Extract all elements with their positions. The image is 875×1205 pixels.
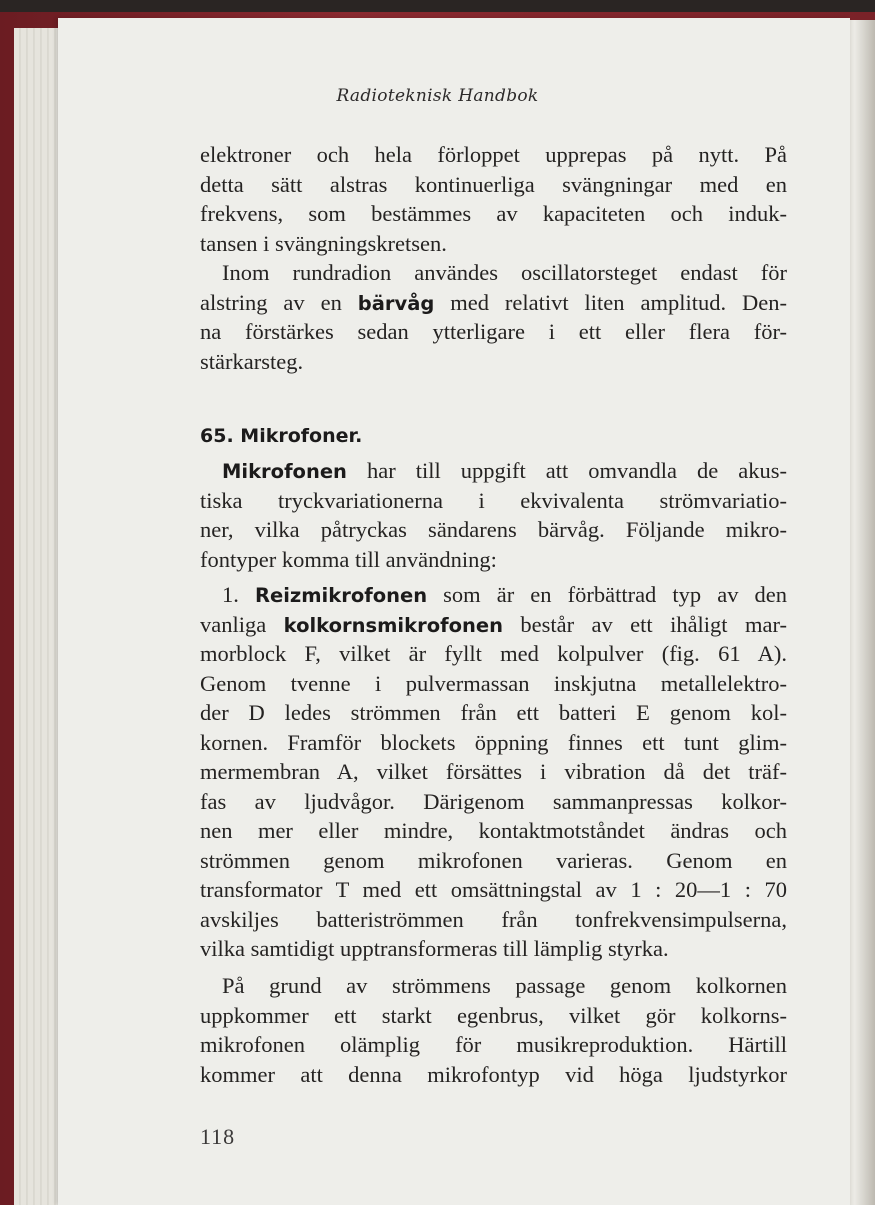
- text-line: [200, 456, 787, 486]
- text-fragment: 1.: [222, 582, 255, 607]
- text-fragment: alstring av en: [200, 289, 358, 315]
- text-line: nen mer eller mindre, kontaktmotståndet ändras och: [200, 818, 787, 843]
- bold-term: kolkornsmikrofonen: [283, 613, 503, 637]
- text-line: tiska tryckvariationerna i ekvivalenta strömvariatio-: [200, 487, 787, 513]
- text-line: [200, 610, 787, 640]
- text-line: kommer att denna mikrofontyp vid höga ljudstyrkor: [200, 1061, 787, 1087]
- text-fragment: består av ett ihåligt mar-: [502, 611, 787, 637]
- text-line: [200, 580, 787, 610]
- bold-term: Mikrofonen: [222, 460, 347, 483]
- text-line: uppkommer ett starkt egenbrus, vilket gör kolkorns-: [200, 1002, 787, 1028]
- text-line: strömmen genom mikrofonen varieras. Genom en: [200, 847, 787, 873]
- text-line: morblock F, vilket är fyllt med kolpulver (fig. 61 A).: [200, 641, 787, 666]
- next-page-edge: [846, 20, 875, 1205]
- text-line: der D ledes strömmen från ett batteri E genom kol-: [200, 700, 787, 725]
- text-line: detta sätt alstras kontinuerliga svängningar med en: [200, 171, 787, 197]
- text-line: kornen. Framför blockets öppning finnes ett tunt glim-: [200, 729, 787, 755]
- text-line: vilka samtidigt upptransformeras till lämplig styrka.: [200, 936, 669, 961]
- text-line: Inom rundradion användes oscillatorsteget endast för: [222, 260, 787, 285]
- text-fragment: vanliga: [200, 611, 284, 637]
- bold-term: bärvåg: [357, 291, 435, 315]
- page-number: 118: [200, 1124, 236, 1149]
- text-line: frekvens, som bestämmes av kapaciteten och induk-: [200, 201, 787, 226]
- paragraph-5: [200, 971, 787, 1089]
- text-line: na förstärkes sedan ytterligare i ett eller flera för-: [200, 319, 787, 344]
- text-line: mikrofonen olämplig för musikreproduktion. Härtill: [200, 1032, 787, 1057]
- text-line: tansen i svängningskretsen.: [200, 230, 447, 256]
- text-line: [200, 288, 787, 318]
- text-line: På grund av strömmens passage genom kolkornen: [222, 973, 787, 998]
- text-line: fas av ljudvågor. Därigenom sammanpressas kolkor-: [200, 788, 787, 814]
- text-line: ner, vilka påtryckas sändarens bärvåg. Följande mikro-: [200, 517, 787, 542]
- running-head: Radioteknisk Handbok: [336, 86, 539, 106]
- paragraph-4: [200, 580, 787, 964]
- text-line: avskiljes batteriströmmen från tonfrekvensimpulserna,: [200, 906, 787, 932]
- section-title: Mikrofoner.: [240, 425, 363, 447]
- paragraph-3: [200, 456, 787, 574]
- bold-term: Reizmikrofonen: [254, 584, 428, 607]
- section-heading: [200, 422, 362, 451]
- text-line: fontyper komma till användning:: [200, 546, 497, 572]
- text-line: transformator T med ett omsättningstal av 1 : 20—1 : 70: [200, 877, 787, 902]
- text-line: Genom tvenne i pulvermassan inskjutna metallelektro-: [200, 670, 787, 696]
- text-fragment: har till uppgift att omvandla de akus-: [346, 458, 787, 483]
- paragraph-1: [200, 140, 787, 258]
- text-line: mermembran A, vilket försättes i vibration då det träf-: [200, 759, 787, 784]
- text-line: stärkarsteg.: [200, 348, 304, 374]
- text-fragment: som är en förbättrad typ av den: [427, 582, 788, 607]
- text-line: elektroner och hela förloppet upprepas på nytt. På: [200, 142, 787, 167]
- section-number: 65.: [200, 425, 234, 447]
- text-fragment: med relativt liten amplitud. Den-: [434, 289, 787, 315]
- paragraph-2: [200, 258, 787, 376]
